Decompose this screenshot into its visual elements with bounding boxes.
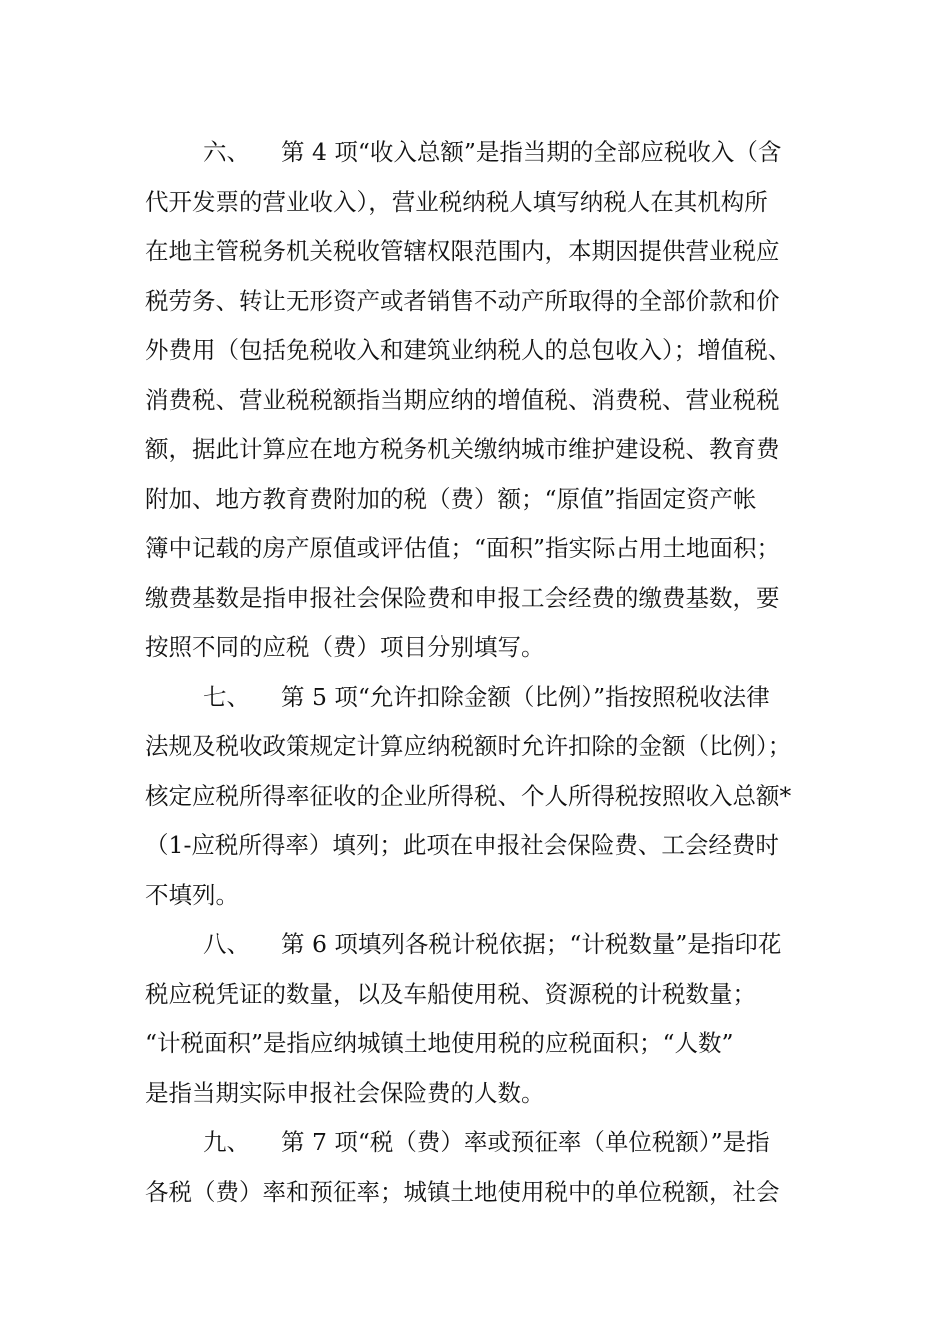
text-line: 税劳务、转让无形资产或者销售不动产所取得的全部价款和价	[145, 286, 780, 315]
paragraph-first-line	[145, 673, 825, 723]
line-text: 第 6 项填列各税计税依据；“计税数量”是指印花	[281, 930, 782, 958]
paragraph-first-line	[145, 128, 825, 178]
text-line: 各税（费）率和预征率；城镇土地使用税中的单位税额，社会	[145, 1177, 780, 1206]
paragraph-numeral: 七、	[203, 682, 250, 711]
paragraph-numeral: 六、	[203, 138, 250, 166]
line-text: 第 4 项“收入总额”是指当期的全部应税收入（含	[281, 138, 782, 166]
text-line: 缴费基数是指申报社会保险费和申报工会经费的缴费基数，要	[145, 583, 780, 612]
text-line: 额，据此计算应在地方税务机关缴纳城市维护建设税、教育费	[145, 435, 780, 463]
text-line: 附加、地方教育费附加的税（费）额；“原值”指固定资产帐	[145, 484, 757, 513]
paragraph-numeral: 九、	[203, 1128, 250, 1156]
text-line: 代开发票的营业收入），营业税纳税人填写纳税人在其机构所	[145, 187, 768, 216]
paragraph-numeral: 八、	[203, 930, 250, 958]
text-line: 在地主管税务机关税收管辖权限范围内，本期因提供营业税应	[145, 237, 780, 265]
line-text: 第 7 项“税（费）率或预征率（单位税额）”是指	[281, 1128, 770, 1156]
text-line: 按照不同的应税（费）项目分别填写。	[145, 633, 545, 661]
document-body	[145, 128, 825, 1217]
paragraph-6	[145, 128, 825, 673]
text-line: 是指当期实际申报社会保险费的人数。	[145, 1078, 545, 1107]
paragraph-9	[145, 1118, 825, 1217]
text-line: （1-应税所得率）填列；此项在申报社会保险费、工会经费时	[145, 831, 779, 859]
line-text: 第 5 项“允许扣除金额（比例）”指按照税收法律	[281, 682, 770, 711]
paragraph-7	[145, 673, 825, 921]
text-line: 消费税、营业税税额指当期应纳的增值税、消费税、营业税税	[145, 385, 780, 414]
paragraph-8	[145, 920, 825, 1118]
paragraph-first-line	[145, 1118, 825, 1168]
text-line: 核定应税所得率征收的企业所得税、个人所得税按照收入总额*	[145, 781, 792, 810]
text-line: 税应税凭证的数量，以及车船使用税、资源税的计税数量；	[145, 979, 756, 1008]
text-line: 法规及税收政策规定计算应纳税额时允许扣除的金额（比例）；	[145, 732, 792, 760]
text-line: 簿中记载的房产原值或评估值；“面积”指实际占用土地面积；	[145, 534, 781, 562]
text-line: “计税面积”是指应纳城镇土地使用税的应税面积；“人数”	[145, 1029, 734, 1057]
paragraph-first-line	[145, 920, 825, 970]
text-line: 不填列。	[145, 880, 239, 909]
text-line: 外费用（包括免税收入和建筑业纳税人的总包收入）；增值税、	[145, 336, 792, 364]
